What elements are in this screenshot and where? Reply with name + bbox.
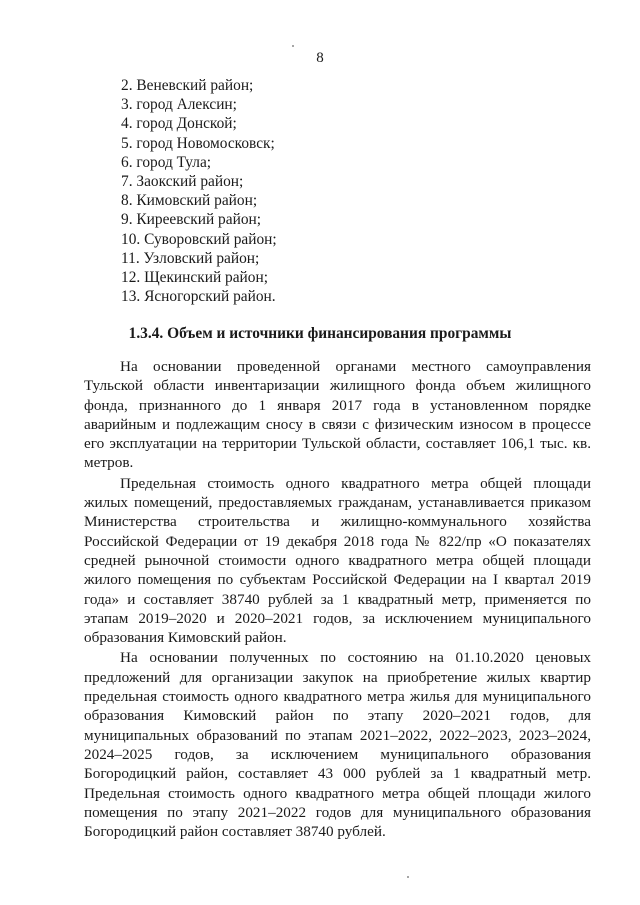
list-item: 5. город Новомосковск; xyxy=(121,134,275,152)
paragraph: На основании проведенной органами местного самоуправления Тульской области инвентаризации жилищного фонда объем жилищного фонда, признанного до 1 января 2017 года в установленном порядке аварийным и подлежащим сносу в связи с физическим износом в процессе его эксплуатации на территории Тульской области, составляет 106,1 тыс. кв. метров. xyxy=(84,358,591,472)
list-item: 10. Суворовский район; xyxy=(121,230,277,248)
list-item: 13. Ясногорский район. xyxy=(121,288,276,306)
section-body xyxy=(84,357,591,841)
page-number: 8 xyxy=(316,50,324,66)
list-item: 6. город Тула; xyxy=(121,153,212,171)
list-item: 2. Веневский район; xyxy=(121,77,254,94)
list-item: 8. Кимовский район; xyxy=(121,192,258,210)
list-item: 4. город Донской; xyxy=(121,115,237,133)
section-heading: 1.3.4. Объем и источники финансирования программы xyxy=(128,325,512,342)
paragraph: На основании полученных по состоянию на 01.10.2020 ценовых предложений для организации закупок на приобретение жилых квартир предельная стоимость одного квадратного метра жилья для муниципального образования Кимовский район по этапу 2020–2021 годов, для муниципальных образований по этапам 2021–2022, 2022–2023, 2023–2024, 2024–2025 годов, за исключением муниципального образования Богородицкий район, составляет 43 000 рублей за 1 квадратный метр. Предельная стоимость одного квадратного метра общей площади жилого помещения по этапу 2021–2022 годов для муниципального образования Богородицкий район составляет 38740 рублей. xyxy=(84,649,591,841)
district-list xyxy=(121,76,277,306)
paragraph: Предельная стоимость одного квадратного метра общей площади жилых помещений, предоставляемых гражданам, устанавливается приказом Министерства строительства и жилищно-коммунального хозяйства Российской Федерации от 19 декабря 2018 года № 822/пр «О показателях средней рыночной стоимости одного квадратного метра общей площади жилого помещения по субъектам Российской Федерации на I квартал 2019 года» и составляет 38740 рублей за 1 квадратный метр, применяется по этапам 2019–2020 и 2020–2021 годов, за исключением муниципального образования Кимовский район. xyxy=(84,474,591,647)
list-item: 7. Заокский район; xyxy=(121,173,244,191)
list-item: 9. Киреевский район; xyxy=(121,211,262,229)
list-item: 3. город Алексин; xyxy=(121,96,237,114)
list-item: 12. Щекинский район; xyxy=(121,269,268,287)
list-item: 11. Узловский район; xyxy=(121,249,260,267)
scan-speck xyxy=(407,876,409,878)
scan-speck xyxy=(292,45,294,47)
